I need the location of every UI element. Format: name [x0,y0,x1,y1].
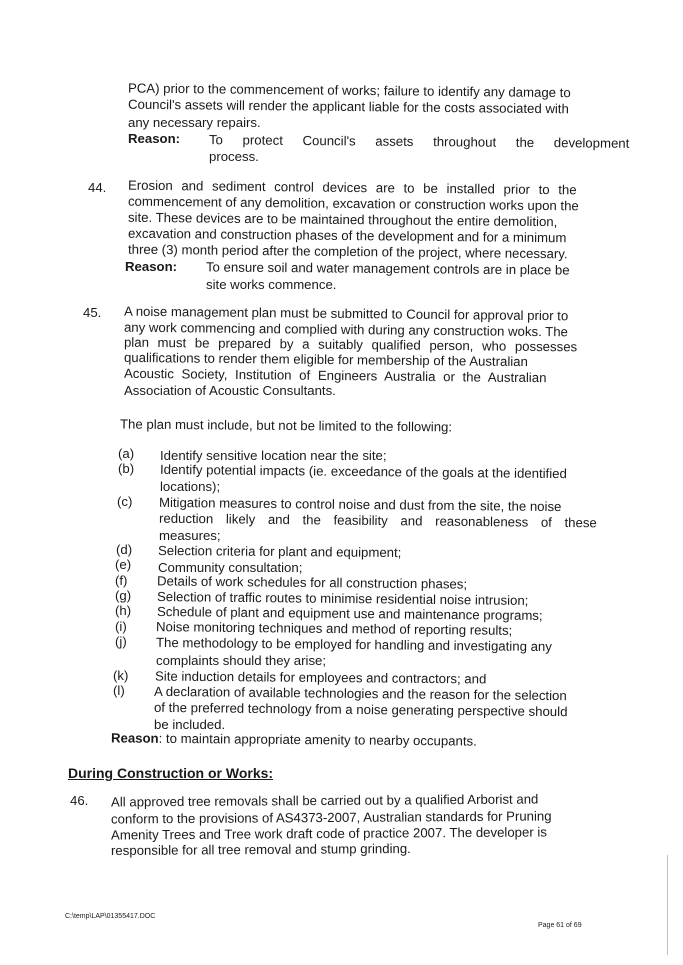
list-label-b: (b) [118,461,135,476]
list-item-c-line-3: measures; [159,528,221,543]
item-44-line-5: three (3) month period after the completion of the project, where necessary. [127,241,568,262]
intro-reason-line-1: To protect Council's assets throughout the development [208,132,630,151]
list-item-f-line-1: Details of work schedules for all construction phases; [156,573,468,592]
list-label-g: (g) [115,588,132,603]
scan-edge-line [667,855,668,955]
list-item-c-line-2: reduction likely and the feasibility and reasonableness of these [158,510,597,531]
list-label-i: (i) [115,619,127,634]
item-45-number: 45. [83,305,102,320]
item-45-line-6: Association of Acoustic Consultants. [124,383,336,398]
list-item-e-line-1: Community consultation; [158,560,303,575]
list-label-h: (h) [115,603,132,618]
list-label-d: (d) [116,542,133,557]
list-label-e: (e) [115,557,132,572]
item-45-plan-intro: The plan must include, but not be limited to the following: [119,416,453,435]
item-45-line-2: any work commencing and complied with during any construction woks. The [123,319,569,340]
item-45-reason [111,730,477,748]
list-item-g-line-1: Selection of traffic routes to minimise residential noise intrusion; [156,589,529,608]
item-46-line-3: Amenity Trees and Tree work draft code of practice 2007. The developer is [110,824,547,843]
intro-line-1: PCA) prior to the commencement of works; failure to identify any damage to [127,80,571,101]
list-item-l-line-3: be included. [154,717,226,732]
list-item-d-line-1: Selection criteria for plant and equipment; [157,542,402,561]
section-heading: During Construction or Works: [68,765,274,781]
intro-line-2: Council's assets will render the applicant liable for the costs associated with [127,96,569,117]
item-44-line-3: site. These devices are to be maintained throughout the entire demolition, [127,209,558,230]
item-45-line-4: qualifications to render them eligible for membership of the Australian [123,349,528,370]
intro-line-3: any necessary repairs. [128,115,261,130]
footer-page-number: Page 61 of 69 [538,922,582,929]
item-44-reason-label: Reason: [125,259,178,274]
list-label-k: (k) [113,668,129,683]
item-44-line-1: Erosion and sediment control devices are to be installed prior to the [127,177,577,198]
item-45-reason-text: : to maintain appropriate amenity to nearby occupants. [158,730,477,749]
list-label-f: (f) [115,573,128,588]
list-item-b-line-2: locations); [160,479,221,494]
list-item-h-line-1: Schedule of plant and equipment use and maintenance programs; [156,603,543,624]
list-item-l-line-2: of the preferred technology from a noise generating perspective should [153,699,568,720]
list-label-a: (a) [118,446,135,461]
item-46-number: 46. [70,793,89,808]
item-45-reason-label: Reason [110,730,159,746]
item-46-line-4: responsible for all tree removal and stump grinding. [110,840,411,859]
item-44-reason-line-2: site works commence. [206,277,337,292]
item-45-line-5: Acoustic Society, Institution of Engineers Australia or the Australian [123,365,547,386]
list-item-j-line-1: The methodology to be employed for handling and investigating any [155,634,552,655]
item-44-line-2: commencement of any demolition, excavation or construction works upon the [127,193,579,214]
intro-reason-line-2: process. [209,149,259,164]
list-item-j-line-2: complaints should they arise; [156,653,327,668]
item-44-number: 44. [88,180,107,195]
list-item-b-line-1: Identify potential impacts (ie. exceedance of the goals at the identified [159,461,567,482]
list-label-c: (c) [117,494,133,509]
list-item-i-line-1: Noise monitoring techniques and method of reporting results; [155,619,513,638]
list-label-l: (l) [113,683,125,698]
item-44-reason-line-1: To ensure soil and water management controls are in place be [205,259,570,278]
item-46-line-1: All approved tree removals shall be carried out by a qualified Arborist and [110,791,539,810]
list-label-j: (j) [115,634,127,649]
item-45-line-3: plan must be prepared by a suitably qualified person, who possesses [123,334,578,355]
footer-file-path: C:\temp\LAP\01355417.DOC [65,913,156,920]
item-45-line-1: A noise management plan must be submitted to Council for approval prior to [123,303,569,324]
list-item-l-line-1: A declaration of available technologies and the reason for the selection [153,683,567,704]
item-44-line-4: excavation and construction phases of the development and for a minimum [127,225,567,246]
list-item-c-line-1: Mitigation measures to control noise and dust from the site, the noise [158,494,562,515]
intro-reason-label: Reason: [128,131,181,146]
list-item-a-line-1: Identify sensitive location near the site; [160,448,387,463]
item-46-line-2: conform to the provisions of AS4373-2007, Australian standards for Pruning [110,808,552,827]
list-item-k-line-1: Site induction details for employees and contractors; and [154,668,487,687]
